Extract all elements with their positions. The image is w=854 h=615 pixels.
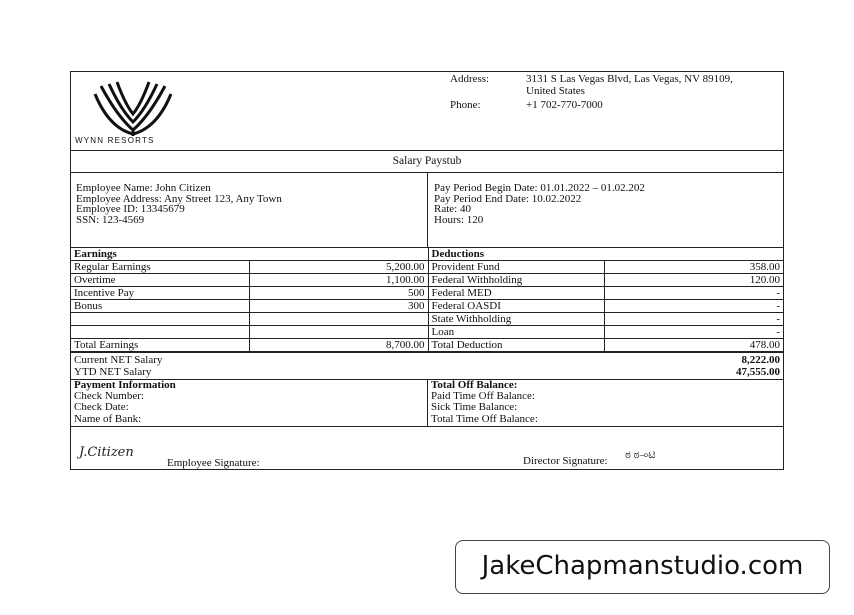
signature-section [71, 427, 783, 469]
phone-label: Phone: [450, 99, 481, 111]
payment-information [71, 380, 428, 426]
bank-name: Name of Bank: [74, 412, 142, 425]
employee-signature-mark: J.Citizen [79, 445, 134, 460]
total-deduction-value: 478.00 [604, 339, 783, 352]
deduction-label: Federal Withholding [428, 274, 604, 287]
employee-id: Employee ID: 13345679 [76, 203, 185, 215]
employee-info [71, 173, 783, 248]
phone-value: +1 702-770-7000 [526, 99, 603, 111]
total-deduction-label: Total Deduction [428, 339, 604, 352]
earning-value [249, 313, 428, 326]
period-end: Pay Period End Date: 10.02.2022 [434, 192, 582, 205]
employee-name: Employee Name: John Citizen [76, 182, 211, 194]
table-row [71, 287, 783, 300]
paid-time-off: Paid Time Off Balance: [431, 390, 535, 403]
employee-ssn: SSN: 123-4569 [76, 213, 145, 226]
deduction-value: - [604, 326, 783, 339]
pay-rate: Rate: 40 [434, 203, 471, 215]
ytd-net-value: 47,555.00 [736, 366, 780, 378]
total-earnings-label: Total Earnings [71, 339, 249, 352]
time-off-balance [428, 380, 783, 426]
earnings-deductions [71, 248, 783, 353]
address-line2: United States [526, 85, 585, 97]
deduction-value: - [604, 300, 783, 313]
deduction-label: Loan [428, 326, 604, 339]
deduction-value: 120.00 [604, 274, 783, 287]
table-row [71, 261, 783, 274]
employee-signature-label: Employee Signature: [167, 457, 260, 469]
pay-hours: Hours: 120 [434, 213, 484, 226]
watermark: JakeChapmanstudio.com [455, 540, 830, 594]
earning-label: Regular Earnings [71, 261, 249, 274]
earning-label [71, 313, 249, 326]
payment-section [71, 380, 783, 427]
check-number: Check Number: [74, 390, 144, 403]
address-label: Address: [450, 73, 490, 85]
period-begin: Pay Period Begin Date: 01.01.2022 – 01.02.202 [434, 182, 645, 194]
sick-time: Sick Time Balance: [431, 401, 518, 414]
deduction-value: 358.00 [604, 261, 783, 274]
earning-label [71, 326, 249, 339]
deduction-value: - [604, 313, 783, 326]
employee-details [71, 173, 428, 247]
paystub [70, 71, 784, 470]
deductions-heading: Deductions [428, 248, 783, 261]
address-line1: 3131 S Las Vegas Blvd, Las Vegas, NV 89109, [526, 73, 733, 85]
header [71, 72, 783, 151]
ytd-net-label: YTD NET Salary [74, 366, 152, 378]
table-row [71, 313, 783, 326]
deduction-label: Provident Fund [428, 261, 604, 274]
table-row [71, 300, 783, 313]
deduction-value: - [604, 287, 783, 300]
director-signature-label: Director Signature: [523, 455, 608, 467]
earning-label: Overtime [71, 274, 249, 287]
earning-value: 300 [249, 300, 428, 313]
table-header-row [71, 248, 783, 261]
earning-value: 500 [249, 287, 428, 300]
total-earnings-value: 8,700.00 [249, 339, 428, 352]
total-time-off: Total Time Off Balance: [431, 412, 538, 425]
earning-value [249, 326, 428, 339]
earning-label: Bonus [71, 300, 249, 313]
earnings-heading: Earnings [71, 248, 428, 261]
check-date: Check Date: [74, 401, 129, 414]
net-salary [71, 353, 783, 380]
time-off-heading: Total Off Balance: [431, 379, 518, 391]
table-row [71, 274, 783, 287]
table-row [71, 326, 783, 339]
earning-value: 5,200.00 [249, 261, 428, 274]
totals-row [71, 339, 783, 352]
earning-label: Incentive Pay [71, 287, 249, 300]
current-net-value: 8,222.00 [741, 354, 780, 366]
earnings-deductions-table [71, 248, 783, 352]
deduction-label: State Withholding [428, 313, 604, 326]
page-title: Salary Paystub [71, 151, 783, 173]
earning-value: 1,100.00 [249, 274, 428, 287]
deduction-label: Federal MED [428, 287, 604, 300]
company-name: WYNN RESORTS [75, 136, 155, 145]
deduction-label: Federal OASDI [428, 300, 604, 313]
payment-heading: Payment Information [74, 379, 176, 391]
employee-address: Employee Address: Any Street 123, Any Town [76, 192, 282, 205]
current-net-label: Current NET Salary [74, 354, 163, 366]
pay-period [428, 173, 783, 247]
director-signature-mark: ಠ ಠ⊸ಟಿ [625, 449, 656, 461]
